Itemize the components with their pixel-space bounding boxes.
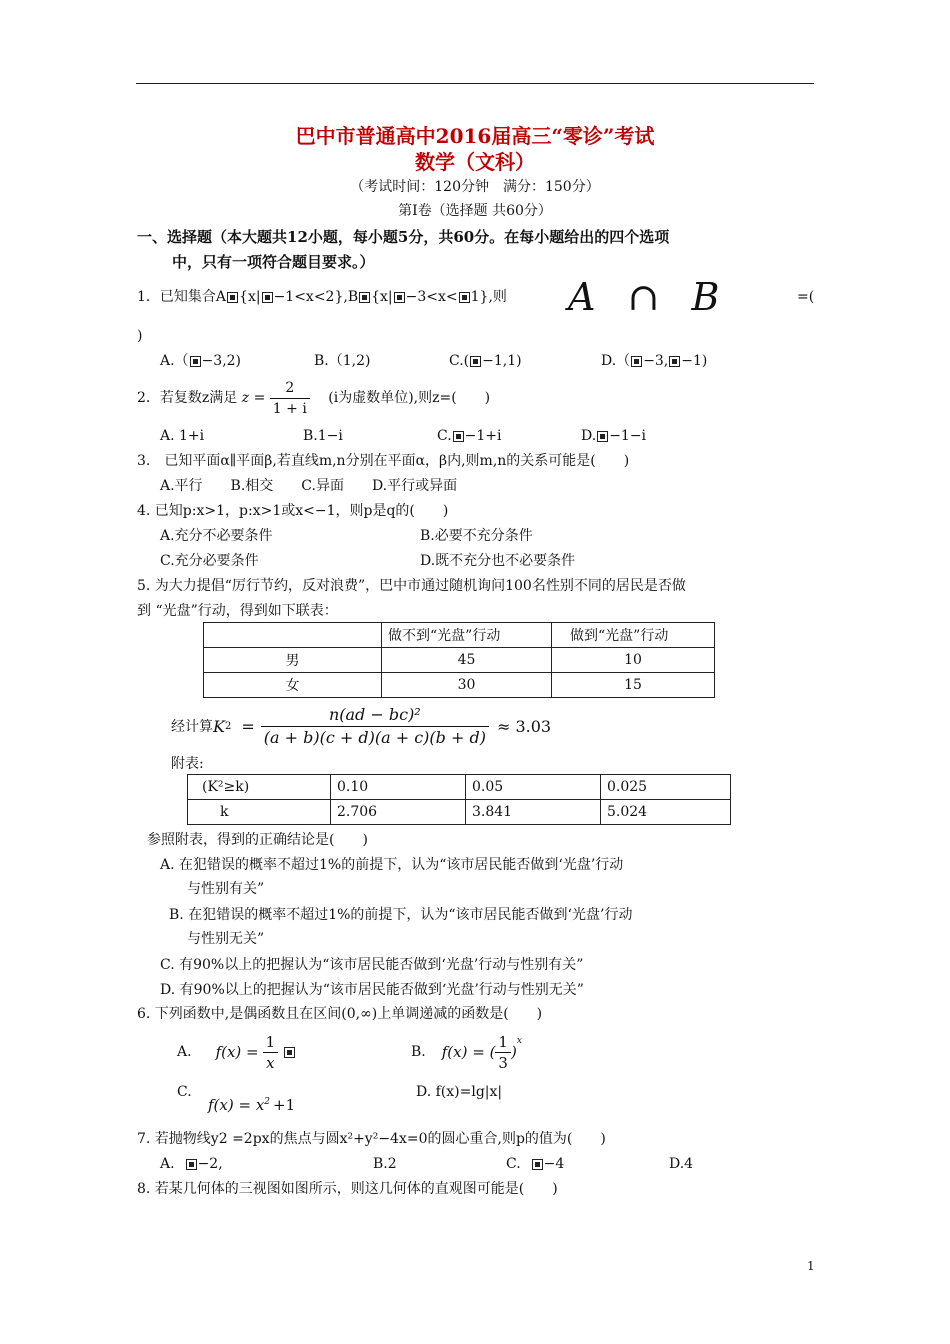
question-1-stem [137, 288, 507, 306]
placeholder-glyph-icon [669, 356, 680, 367]
table-cell: (K²≥k) [188, 775, 331, 800]
reference-table [187, 774, 731, 825]
q1-option-c [449, 352, 522, 370]
q6-opt-c-expr: f(x) = x [208, 1096, 265, 1114]
k2-prefix: 经计算 [171, 719, 213, 735]
table-cell: 女 [204, 673, 382, 698]
placeholder-glyph-icon [597, 431, 608, 442]
q6-opt-a-den: x [266, 1053, 275, 1072]
placeholder-glyph-icon [262, 292, 273, 303]
q2-opt-d-value: −1−i [609, 428, 647, 444]
exam-subtitle: 数学（文科） [415, 150, 535, 174]
table-row [188, 775, 731, 800]
q2-option-b: B.1−i [303, 428, 343, 444]
q2-opt-c-value: −1+i [464, 428, 502, 444]
q6-opt-b-exp: x [516, 1036, 522, 1046]
q2-equals: = [253, 390, 266, 406]
placeholder-glyph-icon [453, 431, 464, 442]
q2-option-d [581, 427, 646, 445]
q1-stem-e: −3<x< [405, 289, 458, 305]
q2-numerator: 2 [270, 378, 310, 399]
placeholder-glyph-icon [284, 1047, 295, 1058]
table-cell: 0.025 [601, 775, 731, 800]
contingency-table [203, 622, 715, 698]
appendix-label: 附表: [171, 756, 204, 772]
q5-option-c: C. 有90%以上的把握认为“该市居民能否做到‘光盘’行动与性别有关” [160, 957, 584, 973]
table-cell: 5.024 [601, 800, 731, 825]
q6-opt-b-rhs: ) [510, 1043, 517, 1061]
q2-stem: 2．若复数z满足 [137, 390, 238, 406]
q7-opt-c-label: C. [506, 1156, 521, 1172]
q6-option-b [411, 1030, 522, 1074]
q4-option-a: A.充分不必要条件 [160, 528, 273, 544]
part-label: 第Ⅰ卷（选择题 共60分） [398, 203, 552, 219]
q6-opt-a-fraction [263, 1032, 279, 1073]
k2-exponent: 2 [224, 720, 232, 732]
q7-option-a [160, 1155, 223, 1173]
placeholder-glyph-icon [227, 292, 238, 303]
k2-denominator: (a + b)(c + d)(a + c)(b + d) [263, 727, 486, 747]
placeholder-glyph-icon [470, 356, 481, 367]
k2-fraction [261, 704, 489, 749]
q2-option-a: A. 1+i [160, 428, 205, 444]
q4-option-c: C.充分必要条件 [160, 553, 259, 569]
section-heading-line2: 中，只有一项符合题目要求。） [172, 253, 375, 271]
table-cell: 30 [382, 673, 552, 698]
placeholder-glyph-icon [631, 356, 642, 367]
table-cell: 15 [552, 673, 715, 698]
top-rule [136, 83, 814, 84]
q1-option-d [601, 352, 707, 370]
q1-stem-b: {x| [239, 289, 261, 305]
q1-option-b: B.（1,2) [314, 353, 371, 369]
q4-option-d: D.既不充分也不必要条件 [420, 553, 576, 569]
k2-symbol: K [213, 716, 225, 736]
question-5-stem-line1: 5. 为大力提倡“厉行节约，反对浪费”，巴中市通过随机询问100名性别不同的居民是否做 [137, 578, 686, 594]
table-cell: 2.706 [331, 800, 466, 825]
q1-opt-a-value: −3,2) [201, 353, 242, 369]
q6-opt-b-fraction [495, 1032, 511, 1073]
q6-opt-a-lhs: f(x) = [215, 1043, 259, 1061]
q6-option-c [208, 1093, 295, 1114]
question-2-stem [137, 375, 490, 421]
table-cell: 0.10 [331, 775, 466, 800]
table-cell: k [188, 800, 331, 825]
table-cell: 男 [204, 648, 382, 673]
q5-option-b-line1: B. 在犯错误的概率不超过1%的前提下，认为“该市居民能否做到‘光盘’行动 [169, 907, 633, 923]
q2-fraction [270, 378, 310, 419]
q6-option-a [177, 1030, 296, 1074]
table-row [204, 648, 715, 673]
question-4-stem: 4. 已知p:x>1，p:x>1或x<−1，则p是q的( ) [137, 503, 449, 519]
q6-opt-a-num: 1 [263, 1032, 279, 1053]
q2-opt-d-label: D. [581, 428, 597, 444]
placeholder-glyph-icon [186, 1159, 197, 1170]
table-header-cell [204, 623, 382, 648]
q2-z: z [241, 390, 250, 406]
q1-formula: A ∩ B [568, 275, 730, 319]
q1-opt-d-value: −3, [643, 353, 669, 369]
q2-tail: (i为虚数单位),则z=( ) [328, 390, 491, 406]
q7-opt-c-value: −4 [543, 1156, 565, 1172]
q6-opt-a-label: A. [177, 1044, 192, 1060]
table-cell: 45 [382, 648, 552, 673]
question-8-stem: 8. 若某几何体的三视图如图所示，则这几何体的直观图可能是( ) [137, 1181, 558, 1197]
q5-option-a-line1: A. 在犯错误的概率不超过1%的前提下，认为“该市居民能否做到‘光盘’行动 [160, 857, 624, 873]
question-6-stem: 6. 下列函数中,是偶函数且在区间(0,∞)上单调递减的函数是( ) [137, 1006, 543, 1022]
q5-option-a-line2: 与性别有关” [187, 881, 265, 897]
q7-option-d: D.4 [669, 1156, 694, 1172]
q6-opt-b-label: B. [411, 1044, 426, 1060]
q6-opt-b-lhs: f(x) = ( [441, 1043, 496, 1061]
q1-opt-a-label: A.（ [160, 353, 189, 369]
k2-formula: 经计算 K 2 = $\frac{\text{n(ad − bc)²}}{(a + b)(c + d)(a + c)(b + d)}$ ≈ 3.03 [171, 704, 552, 747]
q1-stem-a: 1．已知集合A [137, 289, 227, 305]
q6-opt-b-num: 1 [495, 1032, 511, 1053]
q1-opt-c-label: C.( [449, 353, 470, 369]
q1-stem-f: 1},则 [470, 289, 507, 305]
q7-option-b: B.2 [373, 1156, 397, 1172]
table-row [188, 800, 731, 825]
q7-option-c [506, 1155, 564, 1173]
page-number: 1 [807, 1259, 815, 1273]
q2-denominator: 1 + i [272, 400, 307, 417]
q5-option-d: D. 有90%以上的把握认为“该市居民能否做到‘光盘’行动与性别无关” [160, 982, 584, 998]
q6-opt-b-den: 3 [498, 1053, 508, 1072]
q5-option-b-line2: 与性别无关” [187, 931, 265, 947]
q2-opt-c-label: C. [437, 428, 452, 444]
q1-opt-d-value2: −1) [681, 353, 708, 369]
table-cell: 3.841 [466, 800, 601, 825]
q1-stem-c: −1<x<2},B [273, 289, 359, 305]
exam-info: （考试时间：120分钟 满分：150分） [350, 179, 600, 195]
table-cell: 0.05 [466, 775, 601, 800]
q5-conclusion: 参照附表，得到的正确结论是( ) [147, 832, 368, 848]
q6-opt-c-tail: +1 [273, 1096, 296, 1114]
q1-stem-d: {x| [371, 289, 393, 305]
q1-opt-c-value: −1,1) [482, 353, 522, 369]
q2-option-c [437, 427, 502, 445]
question-5-stem-line2: 到 “光盘”行动，得到如下联表： [137, 603, 338, 619]
placeholder-glyph-icon [459, 292, 470, 303]
table-header-row [204, 623, 715, 648]
q3-options: A.平行 B.相交 C.异面 D.平行或异面 [160, 478, 458, 494]
question-3-stem: 3. 已知平面α∥平面β,若直线m,n分别在平面α，β内,则m,n的关系可能是( ) [137, 453, 630, 469]
section-heading-line1: 一、选择题（本大题共12小题，每小题5分，共60分。在每小题给出的四个选项 [137, 228, 670, 246]
question-7-stem: 7. 若抛物线y2 =2px的焦点与圆x²+y²−4x=0的圆心重合,则p的值为( ) [137, 1131, 606, 1147]
table-cell: 10 [552, 648, 715, 673]
table-header-cell: 做到“光盘”行动 [552, 623, 715, 648]
q4-option-b: B.必要不充分条件 [420, 528, 533, 544]
q6-option-d: D. f(x)=lg|x| [416, 1084, 503, 1100]
placeholder-glyph-icon [394, 292, 405, 303]
table-header-cell: 做不到“光盘”行动 [382, 623, 552, 648]
placeholder-glyph-icon [359, 292, 370, 303]
q7-opt-a-label: A. [160, 1156, 175, 1172]
k2-numerator: n(ad − bc)² [261, 704, 489, 727]
table-row [204, 673, 715, 698]
placeholder-glyph-icon [532, 1159, 543, 1170]
exam-title: 巴中市普通高中2016届高三“零诊”考试 [295, 124, 655, 148]
q1-tail: =( [797, 289, 815, 305]
q1-opt-d-label: D.（ [601, 353, 631, 369]
q6-opt-c-exp: 2 [264, 1097, 271, 1107]
q7-opt-a-value: −2, [197, 1156, 223, 1172]
q1-option-a [160, 352, 241, 370]
q1-tail2: ) [137, 328, 143, 344]
k2-result: ≈ 3.03 [496, 716, 552, 736]
placeholder-glyph-icon [190, 356, 201, 367]
q6-option-c-label: C. [177, 1084, 192, 1100]
